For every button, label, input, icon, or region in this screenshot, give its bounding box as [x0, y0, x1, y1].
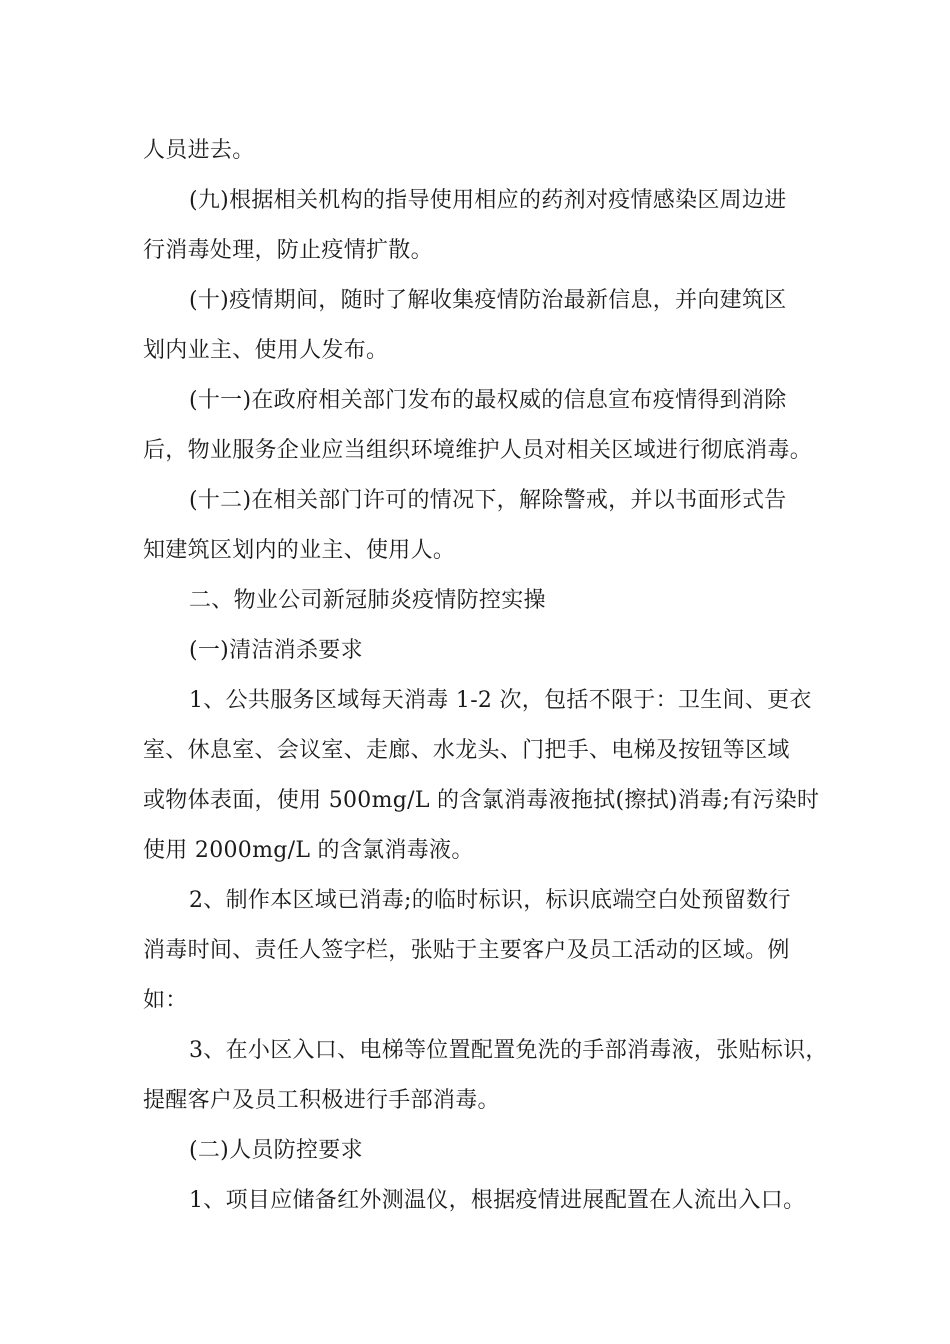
paragraph-line: 划内业主、使用人发布。 — [143, 338, 389, 363]
paragraph-line: 消毒时间、责任人签字栏，张贴于主要客户及员工活动的区域。例 — [143, 938, 790, 963]
paragraph-line: 室、休息室、会议室、走廊、水龙头、门把手、电梯及按钮等区域 — [143, 738, 790, 763]
paragraph-line: 1、项目应储备红外测温仪，根据疫情进展配置在人流出入口。 — [189, 1188, 806, 1213]
paragraph-line: 1、公共服务区域每天消毒 1-2 次，包括不限于：卫生间、更衣 — [189, 688, 812, 713]
paragraph-line: 使用 2000mg/L 的含氯消毒液。 — [143, 838, 474, 863]
paragraph-line: (十)疫情期间，随时了解收集疫情防治最新信息，并向建筑区 — [189, 288, 787, 313]
paragraph-line: 行消毒处理，防止疫情扩散。 — [143, 238, 433, 263]
paragraph-line: (十一)在政府相关部门发布的最权威的信息宣布疫情得到消除 — [189, 388, 787, 413]
paragraph-line: 人员进去。 — [143, 138, 255, 163]
paragraph-line: 后，物业服务企业应当组织环境维护人员对相关区域进行彻底消毒。 — [143, 438, 813, 463]
subsection-heading: (二)人员防控要求 — [189, 1138, 363, 1163]
paragraph-line: 知建筑区划内的业主、使用人。 — [143, 538, 456, 563]
paragraph-line: (九)根据相关机构的指导使用相应的药剂对疫情感染区周边进 — [189, 188, 787, 213]
paragraph-line: 提醒客户及员工积极进行手部消毒。 — [143, 1088, 500, 1113]
paragraph-line: (十二)在相关部门许可的情况下，解除警戒，并以书面形式告 — [189, 488, 787, 513]
paragraph-line: 2、制作本区域已消毒;的临时标识，标识底端空白处预留数行 — [189, 888, 791, 913]
subsection-heading: (一)清洁消杀要求 — [189, 638, 363, 663]
paragraph-line: 或物体表面，使用 500mg/L 的含氯消毒液拖拭(擦拭)消毒;有污染时 — [143, 788, 820, 813]
paragraph-line: 如： — [143, 988, 188, 1013]
paragraph-line: 3、在小区入口、电梯等位置配置免洗的手部消毒液，张贴标识， — [189, 1038, 828, 1063]
section-heading: 二、物业公司新冠肺炎疫情防控实操 — [189, 588, 546, 613]
document-body — [143, 126, 828, 1226]
